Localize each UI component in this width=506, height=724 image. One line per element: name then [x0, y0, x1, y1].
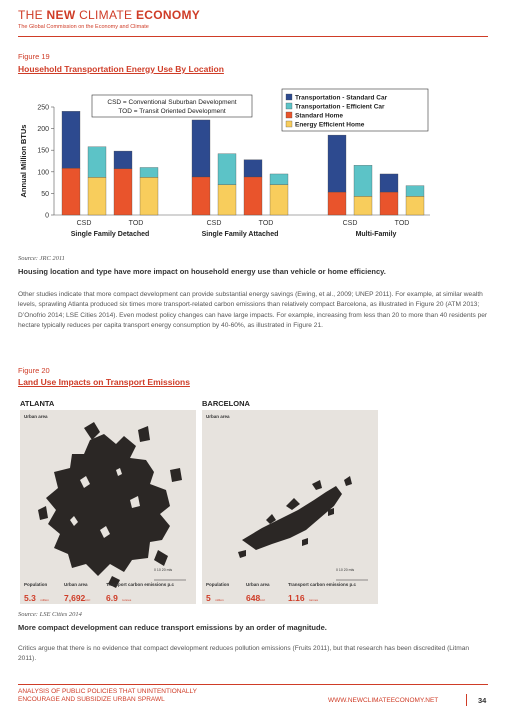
bar-transport — [244, 160, 262, 177]
y-tick-label: 0 — [45, 212, 49, 220]
energy-use-chart — [10, 85, 496, 250]
page-number: 34 — [478, 696, 487, 705]
bar-home — [328, 192, 346, 215]
bar-transport — [140, 167, 158, 177]
legend-swatch — [286, 103, 292, 109]
barcelona-map-panel — [202, 410, 378, 604]
legend-label: Transportation - Standard Car — [295, 94, 388, 102]
legend-swatch — [286, 121, 292, 127]
bar-home — [380, 192, 398, 215]
x-tick-label: CSD — [342, 220, 358, 227]
figure20-source: Source: LSE Cities 2014 — [18, 611, 82, 618]
atlanta-population-label: Population — [24, 582, 48, 587]
atlanta-area: 7,692km² — [64, 593, 91, 603]
x-tick-label: TOD — [258, 220, 274, 227]
map-title-barcelona: BARCELONA — [202, 399, 250, 408]
barcelona-area: 648km² — [246, 593, 266, 603]
bar-home — [218, 185, 236, 215]
bar-transport — [354, 165, 372, 196]
x-tick-label: CSD — [76, 220, 92, 227]
bar-transport — [114, 151, 132, 169]
bar-home — [244, 177, 262, 215]
bar-home — [62, 168, 80, 215]
footer-divider — [466, 694, 467, 706]
bar-transport — [62, 111, 80, 168]
x-group-label: Multi-Family — [355, 231, 397, 238]
bar-home — [354, 196, 372, 215]
brand-subtitle: The Global Commission on the Economy and Climate — [18, 24, 149, 30]
y-tick-label: 50 — [41, 190, 49, 198]
legend-swatch — [286, 112, 292, 118]
body-paragraph-1: Other studies indicate that more compact development can provide substantial energy savings (Ewing, et al., 2009; UNEP 2011). For example, at similar wealth levels, sprawling Atlanta produced six times more transport-related carbon emissions than relatively compact Barcelona, as illustrated in Figure 20 (ATM 2013; D’Onofrio 2014; LSE Cities 2014). Even modest policy changes can have large impacts. For example, increasing from less than 20 to more than 40 residents per hectare typically reduces per capita transport energy consumption by 40-60%, as illustrated in Figure 21. — [18, 291, 488, 330]
bar-transport — [328, 135, 346, 192]
legend-label: Transportation - Efficient Car — [295, 103, 385, 111]
atlanta-emissions-label: Transport carbon emissions p.c — [106, 582, 175, 587]
y-tick-label: 150 — [37, 147, 49, 155]
legend-label: Energy Efficient Home — [295, 121, 365, 129]
bar-transport — [406, 186, 424, 197]
x-tick-label: TOD — [128, 220, 144, 227]
atlanta-map-panel — [20, 410, 196, 604]
figure19-label: Figure 19 — [18, 52, 50, 61]
x-group-label: Single Family Attached — [201, 231, 279, 238]
map-title-atlanta: ATLANTA — [20, 399, 55, 408]
bar-home — [192, 177, 210, 215]
bar-home — [270, 185, 288, 215]
figure19-source: Source: JRC 2011 — [18, 255, 65, 262]
annotation-line-1: CSD = Conventional Suburban Development — [107, 99, 237, 106]
atlanta-population: 5.3 million — [24, 593, 49, 603]
bar-transport — [380, 174, 398, 192]
legend-swatch — [286, 94, 292, 100]
bar-transport — [270, 174, 288, 185]
barcelona-urban-label: Urban area — [206, 414, 230, 419]
y-tick-label: 100 — [37, 169, 49, 177]
legend-label: Standard Home — [295, 112, 344, 120]
barcelona-population-label: Population — [206, 582, 230, 587]
body-paragraph-2: Critics argue that there is no evidence that compact development reduces pollution emissions (Fruits 2011), but that research has been discredited (Litman 2011). — [18, 645, 470, 663]
x-group-label: Single Family Detached — [70, 231, 150, 238]
atlanta-urban-label: Urban area — [24, 414, 48, 419]
header-rule — [18, 36, 488, 37]
annotation-line-2: TOD = Transit Oriented Development — [118, 108, 226, 115]
footer-rule — [18, 684, 488, 685]
y-axis-title: Annual Million BTUs — [19, 124, 28, 198]
barcelona-area-label: Urban area — [246, 582, 270, 587]
atlanta-emissions: 6.9 tonnes — [106, 593, 132, 603]
figure20-caption: More compact development can reduce transport emissions by an order of magnitude. — [18, 623, 327, 632]
figure20-title: Land Use Impacts on Transport Emissions — [18, 377, 190, 387]
bar-transport — [218, 154, 236, 185]
bar-home — [114, 169, 132, 215]
footer-website-link[interactable]: WWW.NEWCLIMATEECONOMY.NET — [328, 697, 439, 704]
footer-section-title: ANALYSIS OF PUBLIC POLICIES THAT UNINTENTIONALLY ENCOURAGE AND SUBSIDIZE URBAN SPRAWL — [18, 688, 197, 703]
bar-home — [406, 196, 424, 215]
y-tick-label: 200 — [37, 126, 49, 134]
figure20-label: Figure 20 — [18, 366, 50, 375]
y-tick-label: 250 — [37, 104, 49, 112]
bar-transport — [88, 147, 106, 178]
barcelona-urban-area-map — [202, 410, 378, 604]
figure19-title: Household Transportation Energy Use By Location — [18, 64, 224, 74]
barcelona-emissions: 1.16 tonnes — [288, 593, 319, 603]
atlanta-scale-bar: 0 10 20 mls — [154, 568, 173, 572]
figure19-caption: Housing location and type have more impact on household energy use than vehicle or home efficiency. — [18, 267, 386, 276]
bar-home — [140, 177, 158, 215]
bar-transport — [192, 120, 210, 177]
brand-title: THE NEW CLIMATE ECONOMY — [18, 8, 201, 22]
atlanta-area-label: Urban area — [64, 582, 88, 587]
x-tick-label: TOD — [394, 220, 410, 227]
barcelona-population: 5 million — [206, 593, 224, 603]
x-tick-label: CSD — [206, 220, 222, 227]
bar-home — [88, 177, 106, 215]
atlanta-urban-area-map — [20, 410, 196, 604]
barcelona-scale-bar: 0 10 20 mls — [336, 568, 355, 572]
barcelona-emissions-label: Transport carbon emissions p.c — [288, 582, 357, 587]
